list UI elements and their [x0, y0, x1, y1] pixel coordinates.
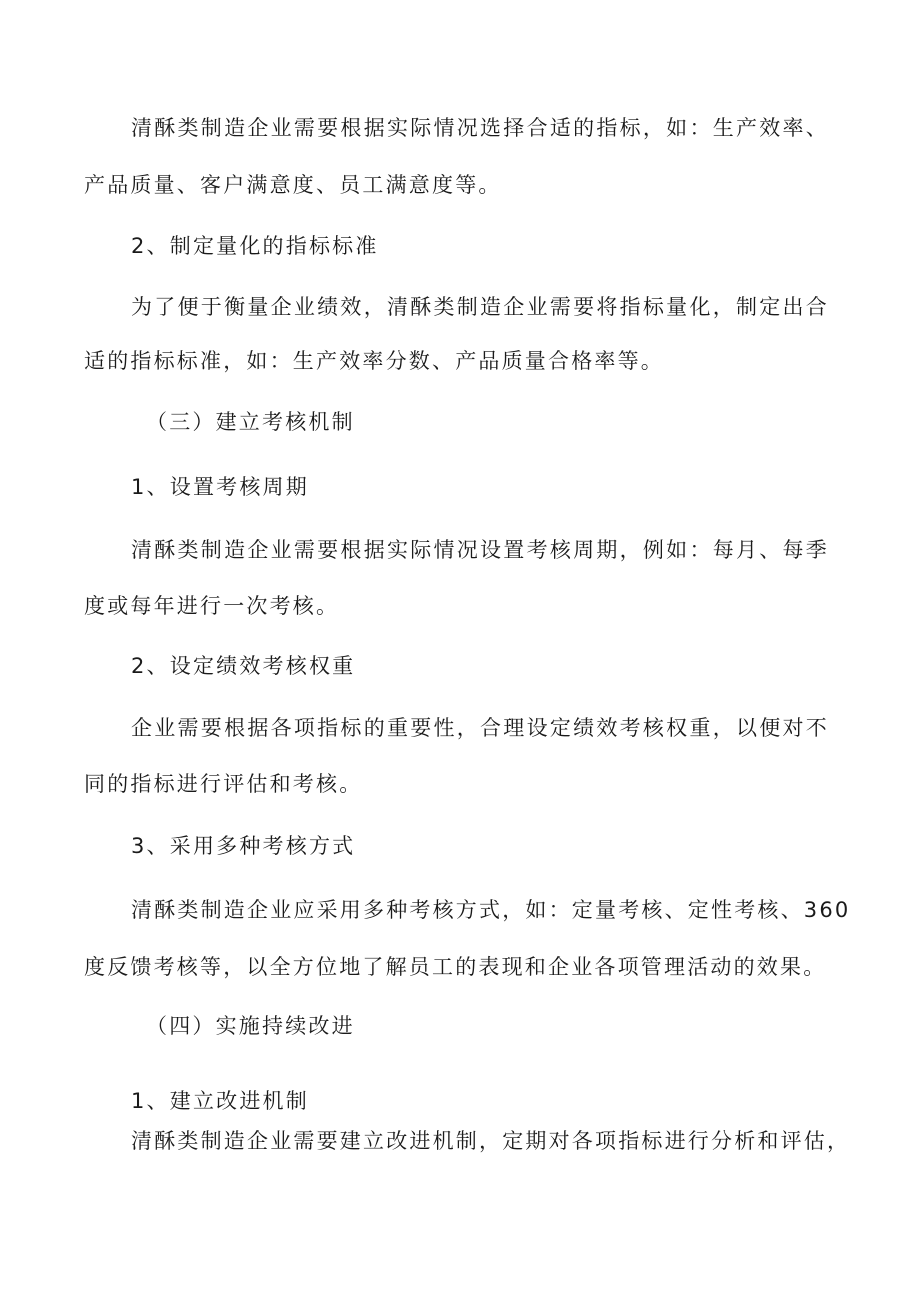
paragraph-line: 企业需要根据各项指标的重要性，合理设定绩效考核权重，以便对不	[131, 716, 829, 740]
paragraph-line: 清酥类制造企业需要根据实际情况选择合适的指标，如：生产效率、	[131, 116, 829, 140]
section-heading: （四）实施持续改进	[146, 1014, 355, 1038]
paragraph-line: 同的指标进行评估和考核。	[84, 772, 363, 796]
paragraph-line: 度反馈考核等，以全方位地了解员工的表现和企业各项管理活动的效果。	[84, 955, 827, 979]
section-heading: （三）建立考核机制	[146, 410, 355, 434]
paragraph-line: 清酥类制造企业应采用多种考核方式，如：定量考核、定性考核、360	[131, 898, 851, 922]
subheading: 3、采用多种考核方式	[131, 834, 356, 858]
paragraph-line: 为了便于衡量企业绩效，清酥类制造企业需要将指标量化，制定出合	[131, 295, 829, 319]
subheading: 2、设定绩效考核权重	[131, 654, 356, 678]
paragraph-line: 清酥类制造企业需要根据实际情况设置考核周期，例如：每月、每季	[131, 538, 829, 562]
paragraph-line: 产品质量、客户满意度、员工满意度等。	[84, 173, 502, 197]
paragraph-line: 适的指标标准，如：生产效率分数、产品质量合格率等。	[84, 349, 664, 373]
subheading: 1、建立改进机制	[131, 1089, 309, 1113]
paragraph-line: 度或每年进行一次考核。	[84, 594, 340, 618]
paragraph-line: 清酥类制造企业需要建立改进机制，定期对各项指标进行分析和评估，	[131, 1129, 851, 1153]
subheading: 2、制定量化的指标标准	[131, 234, 379, 258]
subheading: 1、设置考核周期	[131, 475, 309, 499]
